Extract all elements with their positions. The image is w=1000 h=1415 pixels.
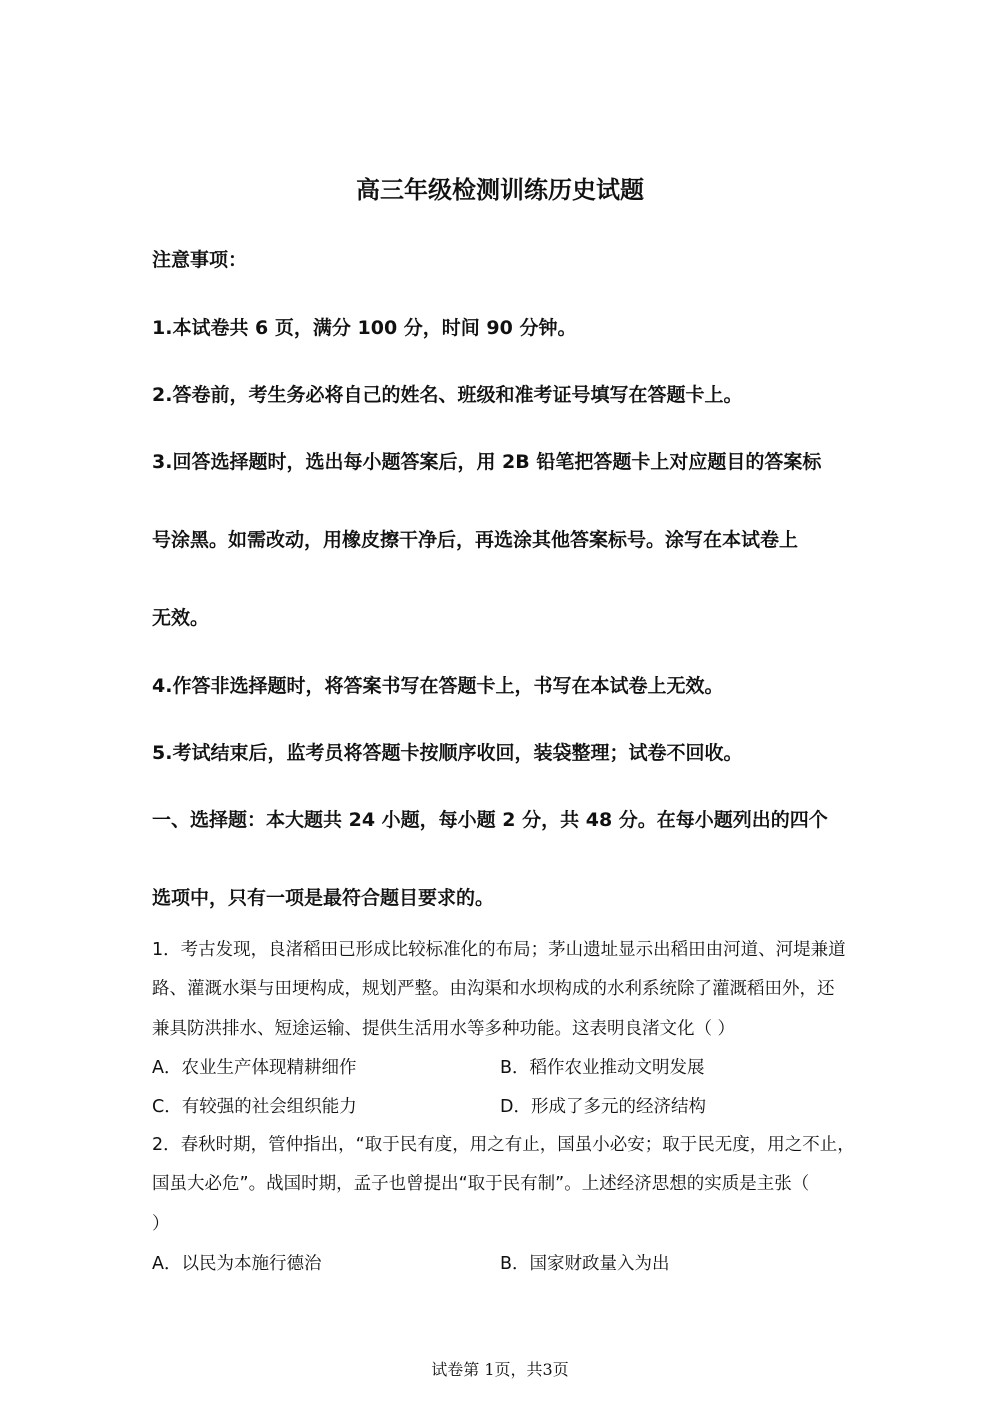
question-text: 路、灌溉水渠与田埂构成，规划严整。由沟渠和水坝构成的水利系统除了灌溉稻田外，还 [152,979,835,999]
notice-item: 1.本试卷共 6 页，满分 100 分，时间 90 分钟。 [152,317,577,339]
option-a: A．以民为本施行德治 [152,1254,322,1274]
option-d: D．形成了多元的经济结构 [500,1097,706,1117]
section-heading: 选项中，只有一项是最符合题目要求的。 [152,887,495,909]
question-text: 兼具防洪排水、短途运输、提供生活用水等多种功能。这表明良渚文化（ ） [152,1019,736,1039]
option-b: B．稻作农业推动文明发展 [500,1058,705,1078]
page-footer: 试卷第 1页，共3页 [431,1360,569,1379]
notice-item: 4.作答非选择题时，将答案书写在答题卡上，书写在本试卷上无效。 [152,675,724,697]
option-c: C．有较强的社会组织能力 [152,1097,357,1117]
section-heading: 一、选择题：本大题共 24 小题，每小题 2 分，共 48 分。在每小题列出的四个 [152,809,828,831]
page-title: 高三年级检测训练历史试题 [356,176,644,204]
question-text: ） [152,1214,170,1234]
notice-item: 号涂黑。如需改动，用橡皮擦干净后，再选涂其他答案标号。涂写在本试卷上 [152,529,799,551]
notice-item: 3.回答选择题时，选出每小题答案后，用 2B 铅笔把答题卡上对应题目的答案标 [152,451,822,473]
notice-item: 2.答卷前，考生务必将自己的姓名、班级和准考证号填写在答题卡上。 [152,384,743,406]
question-text: 1．考古发现，良渚稻田已形成比较标准化的布局；茅山遗址显示出稻田由河道、河堤兼道 [152,940,846,960]
option-a: A．农业生产体现精耕细作 [152,1058,357,1078]
option-b: B．国家财政量入为出 [500,1254,670,1274]
question-text: 2．春秋时期，管仲指出，“取于民有度，用之有止，国虽小必安；取于民无度，用之不止， [152,1135,855,1155]
notice-item: 无效。 [152,607,210,629]
notice-item: 5.考试结束后，监考员将答题卡按顺序收回，装袋整理；试卷不回收。 [152,742,743,764]
notice-heading: 注意事项： [152,249,248,271]
question-text: 国虽大必危”。战国时期，孟子也曾提出“取于民有制”。上述经济思想的实质是主张（ [152,1174,810,1194]
